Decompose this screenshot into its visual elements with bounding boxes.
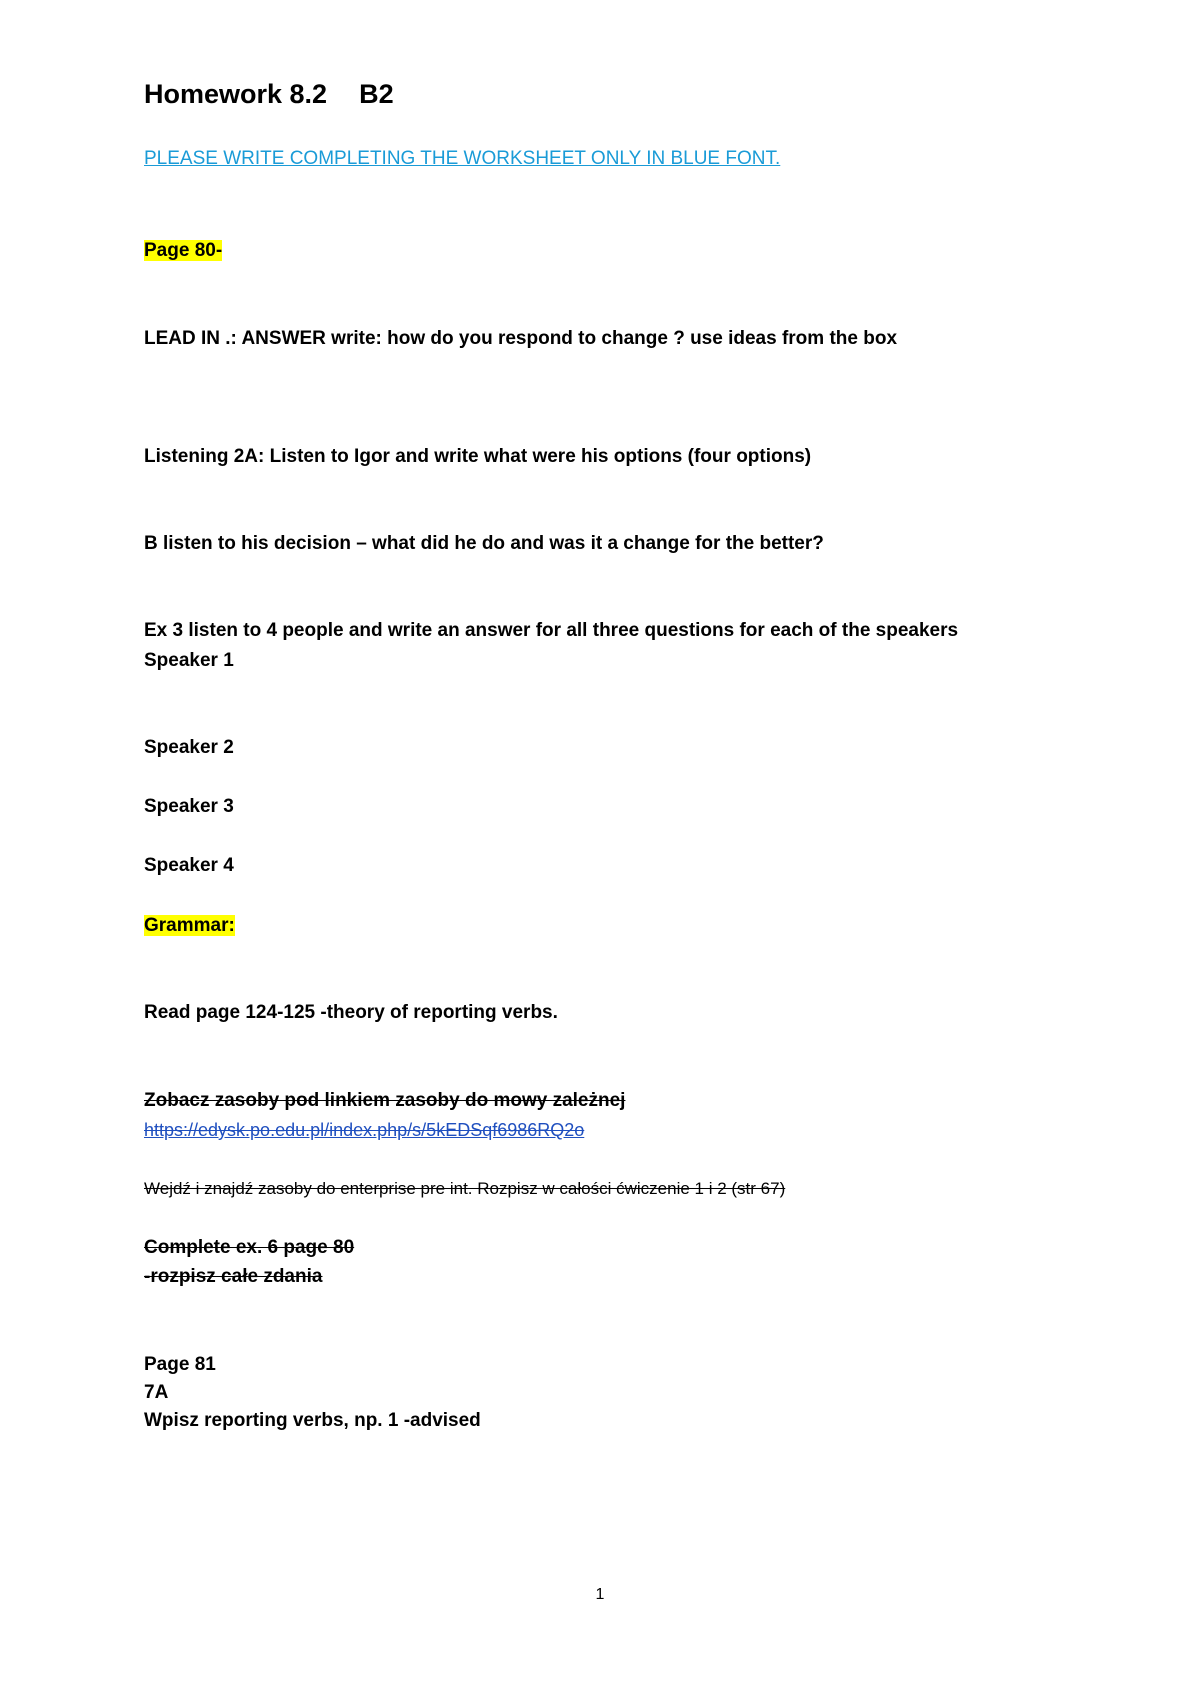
grammar-heading (144, 913, 235, 939)
struck-enterprise-line: Wejdź i znajdź zasoby do enterprise pre int. Rozpisz w całości ćwiczenie 1 i 2 (str 67) (144, 1179, 786, 1198)
speaker-1-label: Speaker 1 (144, 650, 234, 671)
instruction-line: PLEASE WRITE COMPLETING THE WORKSHEET ONLY IN BLUE FONT. (144, 148, 781, 169)
homework-title (144, 77, 394, 111)
page-number: 1 (595, 1586, 605, 1603)
page-80-highlight: Page 80- (144, 240, 223, 261)
title-text: Homework 8.2 (144, 79, 328, 109)
page-81-heading: Page 81 (144, 1354, 216, 1375)
speaker-3-label: Speaker 3 (144, 796, 234, 817)
page-80-heading (144, 238, 222, 264)
listening-b-task: B listen to his decision – what did he do and was it a change for the better? (144, 533, 824, 554)
grammar-highlight: Grammar: (144, 915, 235, 936)
read-theory-task: Read page 124-125 -theory of reporting verbs. (144, 1002, 558, 1023)
struck-resources-line: Zobacz zasoby pod linkiem zasoby do mowy zależnej (144, 1090, 626, 1111)
speaker-2-label: Speaker 2 (144, 737, 234, 758)
listening-2a-task: Listening 2A: Listen to Igor and write what were his options (four options) (144, 446, 812, 467)
struck-rozpisz-line: -rozpisz całe zdania (144, 1266, 323, 1287)
exercise-3-task: Ex 3 listen to 4 people and write an answer for all three questions for each of the speakers (144, 620, 959, 641)
wpisz-task: Wpisz reporting verbs, np. 1 -advised (144, 1410, 481, 1431)
level-text: B2 (359, 79, 394, 109)
struck-complete-line: Complete ex. 6 page 80 (144, 1237, 355, 1258)
speaker-4-label: Speaker 4 (144, 855, 234, 876)
lead-in-task: LEAD IN .: ANSWER write: how do you respond to change ? use ideas from the box (144, 328, 898, 349)
exercise-7a-label: 7A (144, 1382, 169, 1403)
struck-resource-link[interactable]: https://edysk.po.edu.pl/index.php/s/5kEDSqf6986RQ2o (144, 1120, 585, 1140)
